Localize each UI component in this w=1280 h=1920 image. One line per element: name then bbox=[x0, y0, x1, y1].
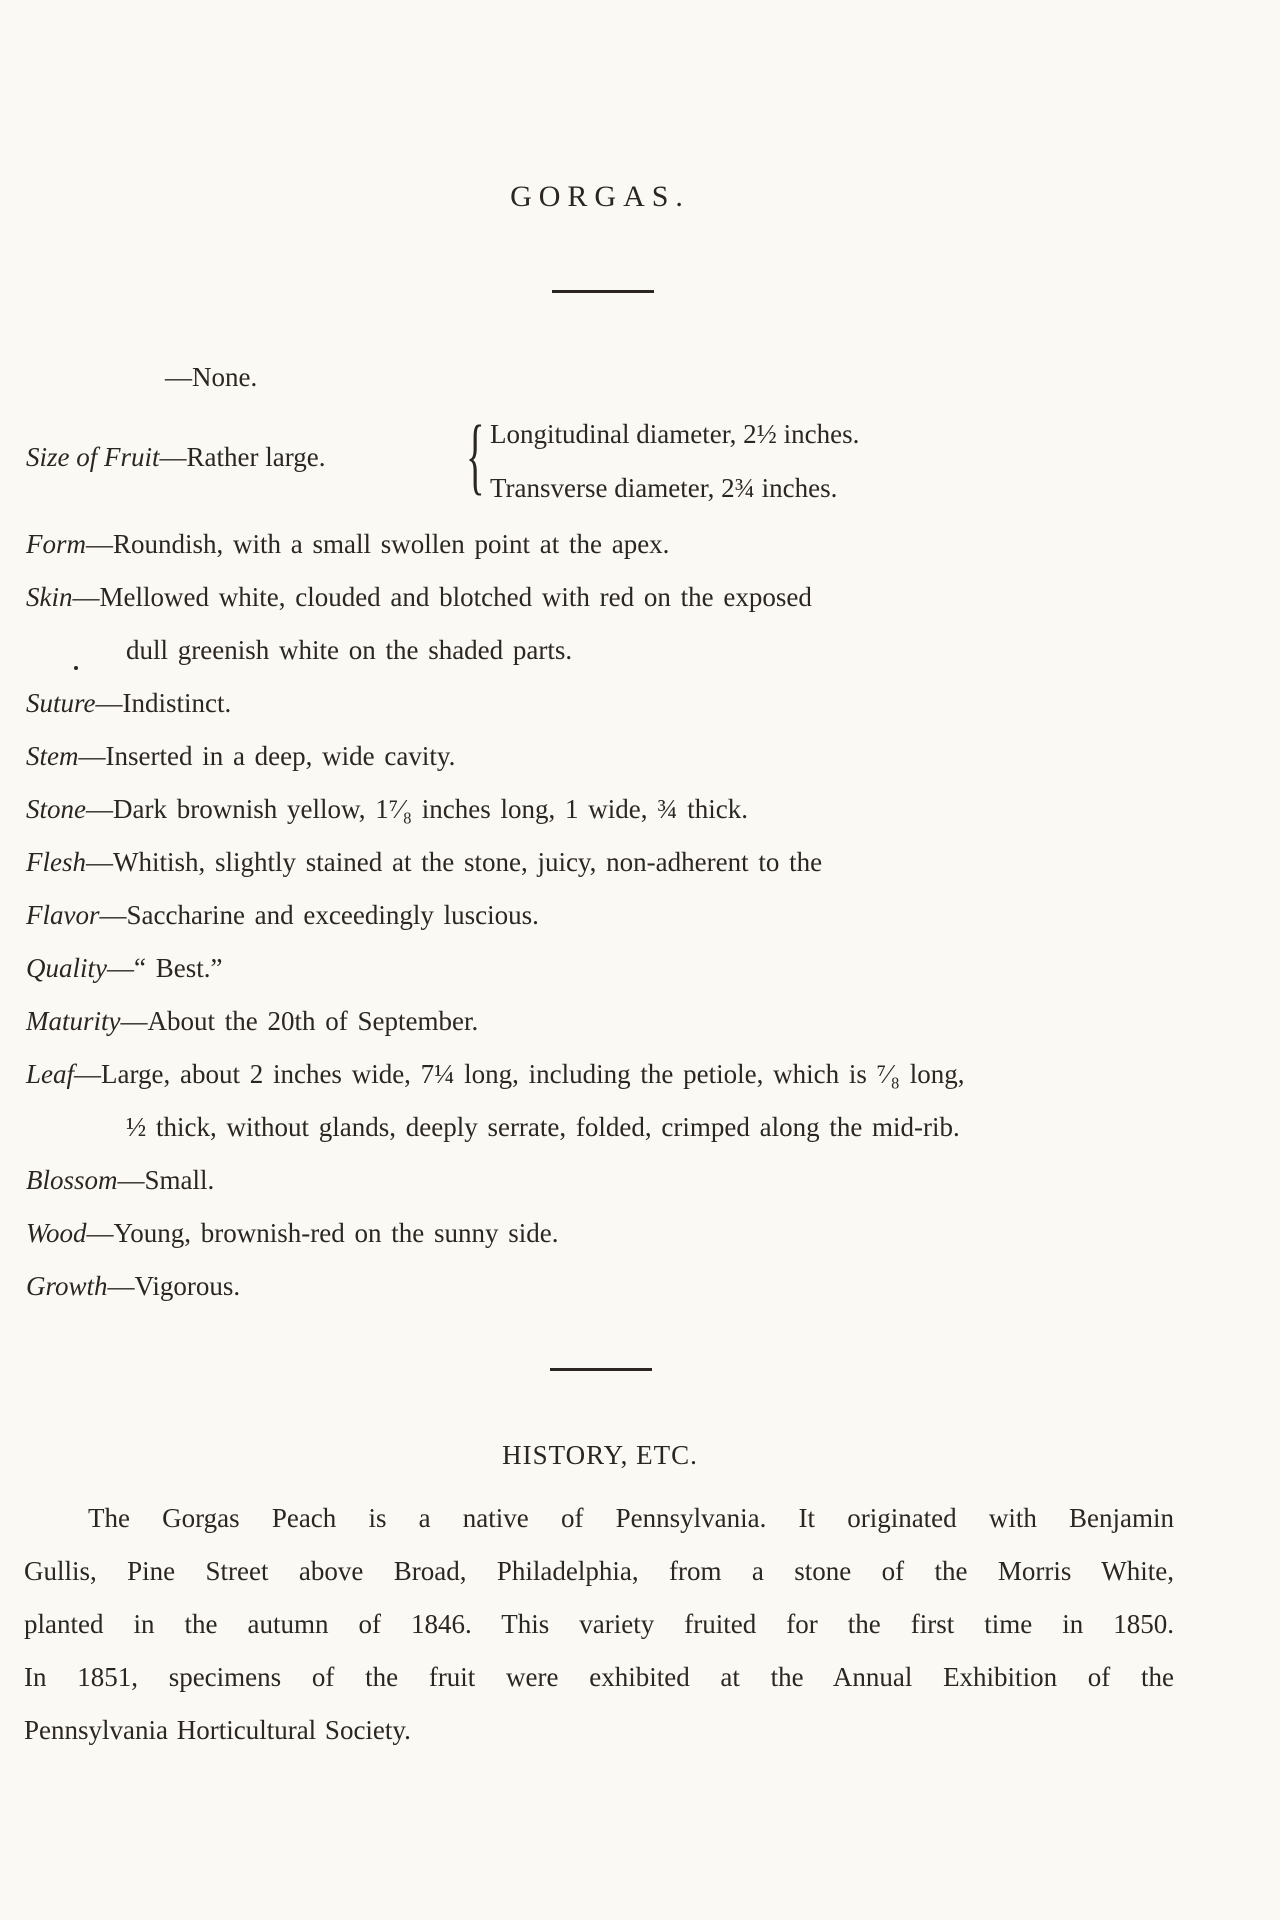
entry-label: Maturity bbox=[26, 1006, 121, 1036]
entry-text: —Indistinct. bbox=[95, 688, 232, 718]
entry-label: Skin bbox=[26, 582, 73, 612]
entry-blossom bbox=[26, 1154, 1186, 1207]
entry-growth bbox=[26, 1260, 1186, 1313]
entry-text: —Mellowed white, clouded and blotched with red on the exposed bbox=[72, 582, 812, 612]
history-heading: HISTORY, ETC. bbox=[502, 1440, 698, 1470]
entry-text: —Large, about 2 inches wide, 7¼ long, including the petiole, which is ⁷⁄₈ long, bbox=[74, 1059, 965, 1089]
entry-skin bbox=[26, 571, 1186, 624]
entry-text: —Inserted in a deep, wide cavity. bbox=[78, 741, 456, 771]
entry-wood bbox=[26, 1207, 1186, 1260]
entry-flesh bbox=[26, 836, 1186, 889]
entry-label: Quality bbox=[26, 953, 107, 983]
history-line: Gullis, Pine Street above Broad, Philadelphia, from a stone of the Morris White, bbox=[24, 1556, 1174, 1586]
page-title: GORGAS. bbox=[510, 180, 690, 213]
size-of-fruit-text bbox=[26, 442, 325, 473]
diameter-list bbox=[490, 416, 859, 524]
entry-text: —Dark brownish yellow, 1⁷⁄₈ inches long, 1 wide, ¾ thick. bbox=[86, 794, 748, 824]
history-line: Pennsylvania Horticultural Society. bbox=[24, 1715, 411, 1745]
entry-text: dull greenish white on the shaded parts. bbox=[126, 635, 573, 665]
entry-label: Wood bbox=[26, 1218, 87, 1248]
longitudinal-diameter: Longitudinal diameter, 2½ inches. bbox=[490, 419, 860, 449]
entry-label: Form bbox=[26, 529, 86, 559]
entry-label: Flesh bbox=[26, 847, 86, 877]
entry-text: —About the 20th of September. bbox=[120, 1006, 479, 1036]
history-line: planted in the autumn of 1846. This variety fruited for the first time in 1850. bbox=[24, 1609, 1174, 1639]
history-line: In 1851, specimens of the fruit were exhibited at the Annual Exhibition of the bbox=[24, 1662, 1174, 1692]
history-paragraph bbox=[24, 1492, 1174, 1757]
entry-text: —Vigorous. bbox=[107, 1271, 241, 1301]
entry-maturity bbox=[26, 995, 1186, 1048]
entry-label: Flavor bbox=[26, 900, 100, 930]
entry-text: ½ thick, without glands, deeply serrate, folded, crimped along the mid-rib. bbox=[126, 1112, 960, 1142]
entry-label: Stone bbox=[26, 794, 86, 824]
entry-quality bbox=[26, 942, 1186, 995]
entry-flavor bbox=[26, 889, 1186, 942]
entry-skin-continued bbox=[26, 624, 1186, 677]
entry-suture bbox=[26, 677, 1186, 730]
entry-text: —Small. bbox=[117, 1165, 215, 1195]
size-of-fruit-entry bbox=[26, 407, 1026, 506]
section-divider bbox=[550, 1368, 652, 1371]
entry-text: —Young, brownish-red on the sunny side. bbox=[86, 1218, 559, 1248]
entry-label: Leaf bbox=[26, 1059, 75, 1089]
curly-brace: { bbox=[466, 407, 485, 503]
entry-form bbox=[26, 518, 1186, 571]
entry-label: Blossom bbox=[26, 1165, 118, 1195]
entry-label: Suture bbox=[26, 688, 96, 718]
history-line: The Gorgas Peach is a native of Pennsylvania. It originated with Benjamin bbox=[88, 1503, 1174, 1533]
entry-label: Stem bbox=[26, 741, 79, 771]
entry-text: —Roundish, with a small swollen point at the apex. bbox=[86, 529, 670, 559]
entry-text: —“ Best.” bbox=[107, 953, 223, 983]
entry-label: Growth bbox=[26, 1271, 108, 1301]
title-divider bbox=[552, 290, 654, 293]
entry-leaf-continued bbox=[26, 1101, 1186, 1154]
entry-stone bbox=[26, 783, 1186, 836]
entry-text: —Saccharine and exceedingly luscious. bbox=[99, 900, 539, 930]
entry-leaf bbox=[26, 1048, 1186, 1101]
description-entries bbox=[26, 518, 1186, 1313]
entry-value: —Rather large. bbox=[159, 442, 326, 472]
entry-stem bbox=[26, 730, 1186, 783]
transverse-diameter: Transverse diameter, 2¾ inches. bbox=[490, 473, 838, 503]
entry-text: —Whitish, slightly stained at the stone, juicy, non-adherent to the bbox=[86, 847, 823, 877]
entry-label: Size of Fruit bbox=[26, 442, 160, 472]
synonyms-line: —None. bbox=[165, 362, 258, 392]
